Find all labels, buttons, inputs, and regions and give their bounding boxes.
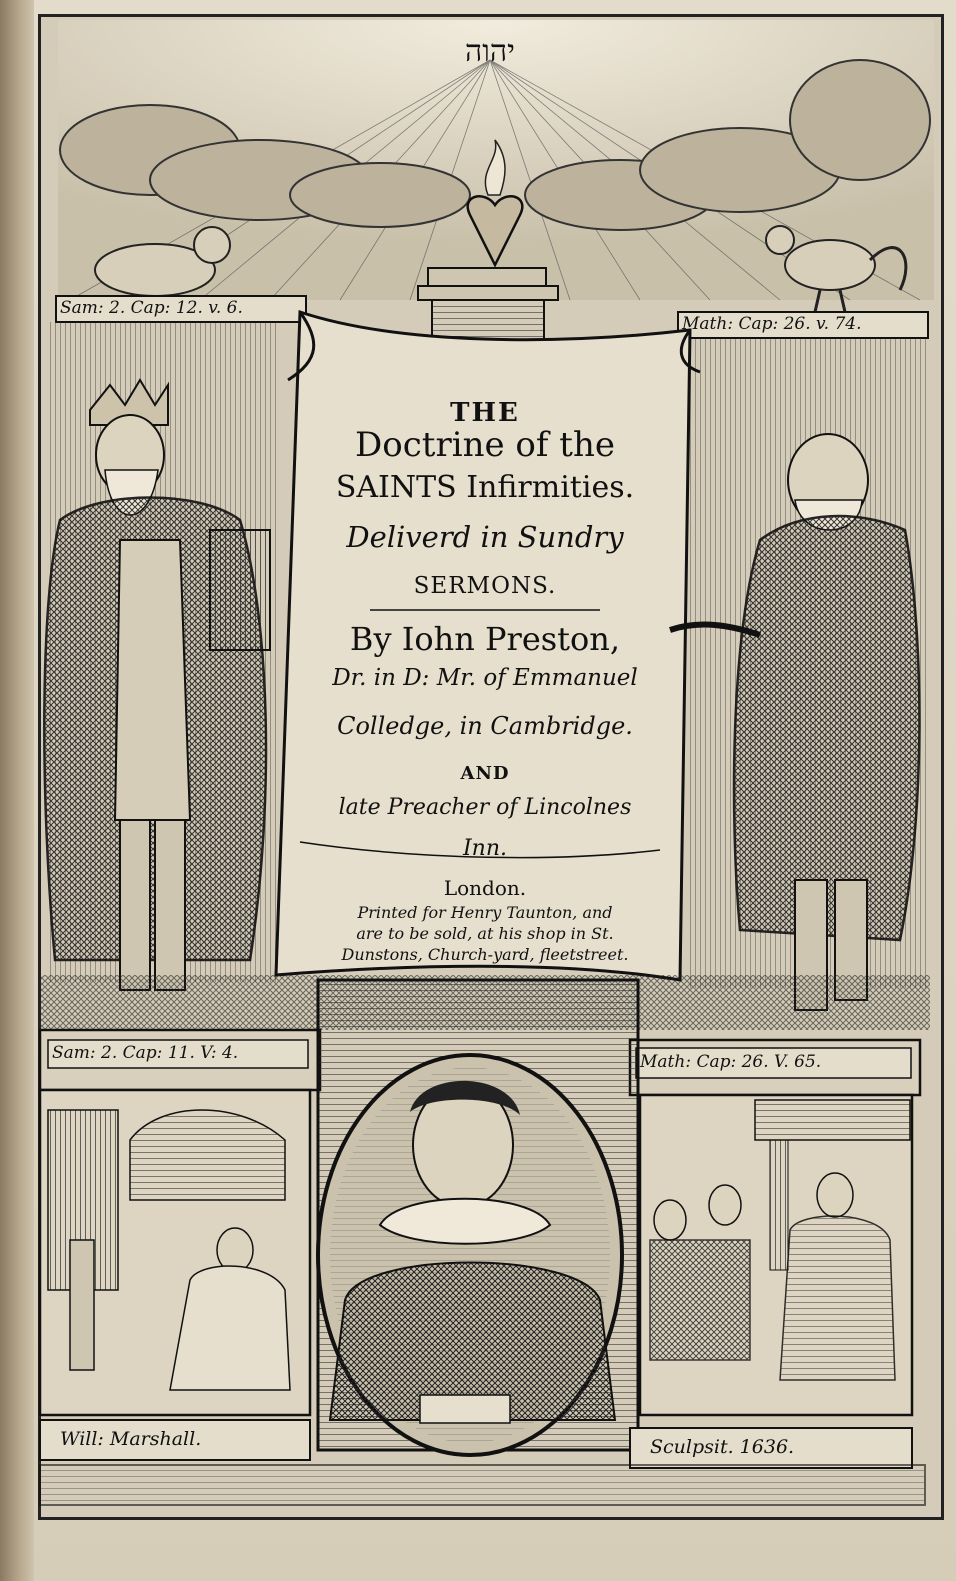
author-degree-line: Dr. in D: Mr. of Emmanuel [332,665,638,691]
author-line: By Iohn Preston, [349,620,621,658]
preacher-line: late Preacher of Lincolnes [338,795,632,820]
reference-bottom-left: Sam: 2. Cap: 11. V: 4. [52,1043,239,1063]
author-college-line: Colledge, in Cambridge. [337,712,633,740]
imprint-block [285,902,685,965]
book-icon [420,1395,510,1423]
title-line-3: Deliverd in Sundry [346,520,624,554]
imprint-line-3: Dunstons, Church-yard, fleetstreet. [341,945,629,964]
title-line-2: SAINTS Infirmities. [335,470,635,505]
title-the: THE [450,398,520,428]
bathsheba-scene [40,1090,310,1415]
reference-bottom-right: Math: Cap: 26. V. 65. [640,1052,822,1072]
imprint-line-1: Printed for Henry Taunton, and [357,903,613,922]
john-preston-portrait [318,1055,622,1455]
sculpsit-credit: Sculpsit. 1636. [650,1436,795,1458]
title-line-4: SERMONS. [413,573,557,599]
tetragrammaton-text: יהוה [464,34,516,69]
reference-top-left: Sam: 2. Cap: 12. v. 6. [60,298,243,318]
base-ledge [40,1465,925,1505]
title-line-1: Doctrine of the [355,425,615,465]
title-and: AND [460,763,510,784]
harp-icon [210,530,270,650]
imprint-place: London. [443,876,527,900]
imprint-line-2: are to be sold, at his shop in St. [356,924,614,943]
denial-scene [640,1095,912,1415]
reference-top-right: Math: Cap: 26. v. 74. [682,314,862,334]
engraver-credit: Will: Marshall. [60,1428,202,1450]
inn-line: Inn. [462,836,508,861]
